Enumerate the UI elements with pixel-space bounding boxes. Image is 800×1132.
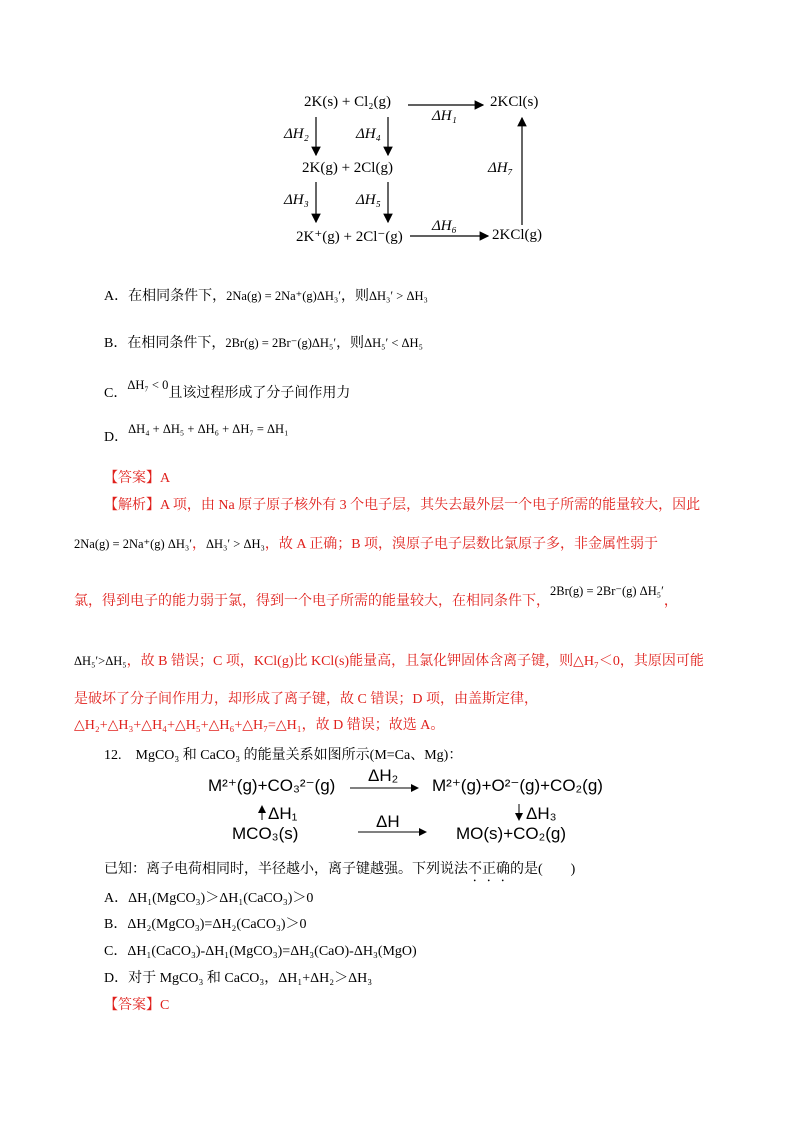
q11-analysis-line2: 2Na(g) = 2Na⁺(g) ΔH₃′，ΔH₃′ > ΔH₃，故 A 正确；B 项，溴原子电子层数比氯原子多，非金属性弱于	[74, 537, 659, 552]
q12-carbonate-solid: MCO₃(s)	[232, 824, 299, 843]
q12-known-condition: 已知：离子电荷相同时，半径越小，离子键越强。下列说法不正确的是( )	[104, 862, 576, 877]
q12-option-c: C．ΔH₁(CaCO₃)-ΔH₁(MgCO₃)=ΔH₃(CaO)-ΔH₃(MgO)	[104, 944, 417, 959]
option-a: A．在相同条件下，2Na(g) = 2Na⁺(g)ΔH₃′，则ΔH₃′ > ΔH₃	[104, 289, 428, 304]
cycle-product-solid: 2KCl(s)	[490, 94, 539, 110]
q12-oxide-products: MO(s)+CO₂(g)	[456, 824, 567, 843]
q12-answer: 【答案】C	[104, 998, 170, 1013]
option-d: D．ΔH₄ + ΔH₅ + ΔH₆ + ΔH₇ = ΔH₁	[104, 422, 289, 445]
q11-analysis-line4: ΔH₅′>ΔH₅，故 B 错误；C 项，KCl(g)比 KCl(s)能量高，且氯化钾固体含离子键，则△H₇＜0，其原因可能	[74, 654, 704, 669]
q12-option-d: D．对于 MgCO₃ 和 CaCO₃，ΔH₁+ΔH₂＞ΔH₃	[104, 971, 373, 986]
born-haber-arrows	[0, 0, 800, 260]
cycle-reactants: 2K(s) + Cl₂(g)	[304, 94, 392, 110]
q11-analysis-line5: 是破坏了分子间作用力，却形成了离子键，故 C 错误；D 项，由盖斯定律，	[74, 692, 538, 707]
cycle-gas-ions: 2K⁺(g) + 2Cl⁻(g)	[296, 229, 403, 245]
cycle-dh4-label: ΔH₄	[356, 126, 381, 142]
cycle-dh5-label: ΔH₅	[356, 192, 381, 208]
q12-ions-right: M²⁺(g)+O²⁻(g)+CO₂(g)	[432, 776, 603, 795]
q12-dh1-label: ΔH₁	[268, 804, 298, 823]
cycle-gas-atoms: 2K(g) + 2Cl(g)	[302, 160, 393, 176]
q12-dh3-label: ΔH₃	[526, 804, 557, 823]
cycle-dh2-label: ΔH₂	[284, 126, 309, 142]
option-c: C．ΔH₇ < 0且该过程形成了分子间作用力	[104, 378, 351, 401]
q11-answer: 【答案】A	[104, 471, 171, 486]
cycle-dh3-label: ΔH₃	[284, 192, 309, 208]
q12-option-a: A．ΔH₁(MgCO₃)＞ΔH₁(CaCO₃)＞0	[104, 891, 314, 906]
cycle-dh6-label: ΔH₆	[432, 218, 457, 234]
q12-ions-left: M²⁺(g)+CO₃²⁻(g)	[208, 776, 336, 795]
cycle-dh1-label: ΔH₁	[432, 108, 457, 124]
q12-dh2-label: ΔH₂	[368, 766, 399, 785]
q11-analysis-line6: △H₂+△H₃+△H₄+△H₅+△H₆+△H₇=△H₁，故 D 错误；故选 A。	[74, 718, 445, 733]
cycle-product-gas: 2KCl(g)	[492, 227, 542, 243]
q12-dh-label: ΔH	[376, 812, 400, 831]
q12-stem: 12. MgCO₃ 和 CaCO₃ 的能量关系如图所示(M=Ca、Mg)：	[104, 748, 463, 763]
q12-energy-arrows	[0, 760, 800, 860]
option-b: B．在相同条件下，2Br(g) = 2Br⁻(g)ΔH₅′，则ΔH₅′ < ΔH₅	[104, 336, 423, 351]
q11-analysis-line1: 【解析】A 项，由 Na 原子原子核外有 3 个电子层，其失去最外层一个电子所需的能量较大，因此	[104, 498, 701, 513]
q11-analysis-line3: 氯，得到电子的能力弱于氯，得到一个电子所需的能量较大，在相同条件下，2Br(g) = 2Br⁻(g) ΔH₅′，	[74, 584, 678, 609]
q12-option-b: B．ΔH₂(MgCO₃)=ΔH₂(CaCO₃)＞0	[104, 917, 307, 932]
cycle-dh7-label: ΔH₇	[488, 160, 513, 176]
